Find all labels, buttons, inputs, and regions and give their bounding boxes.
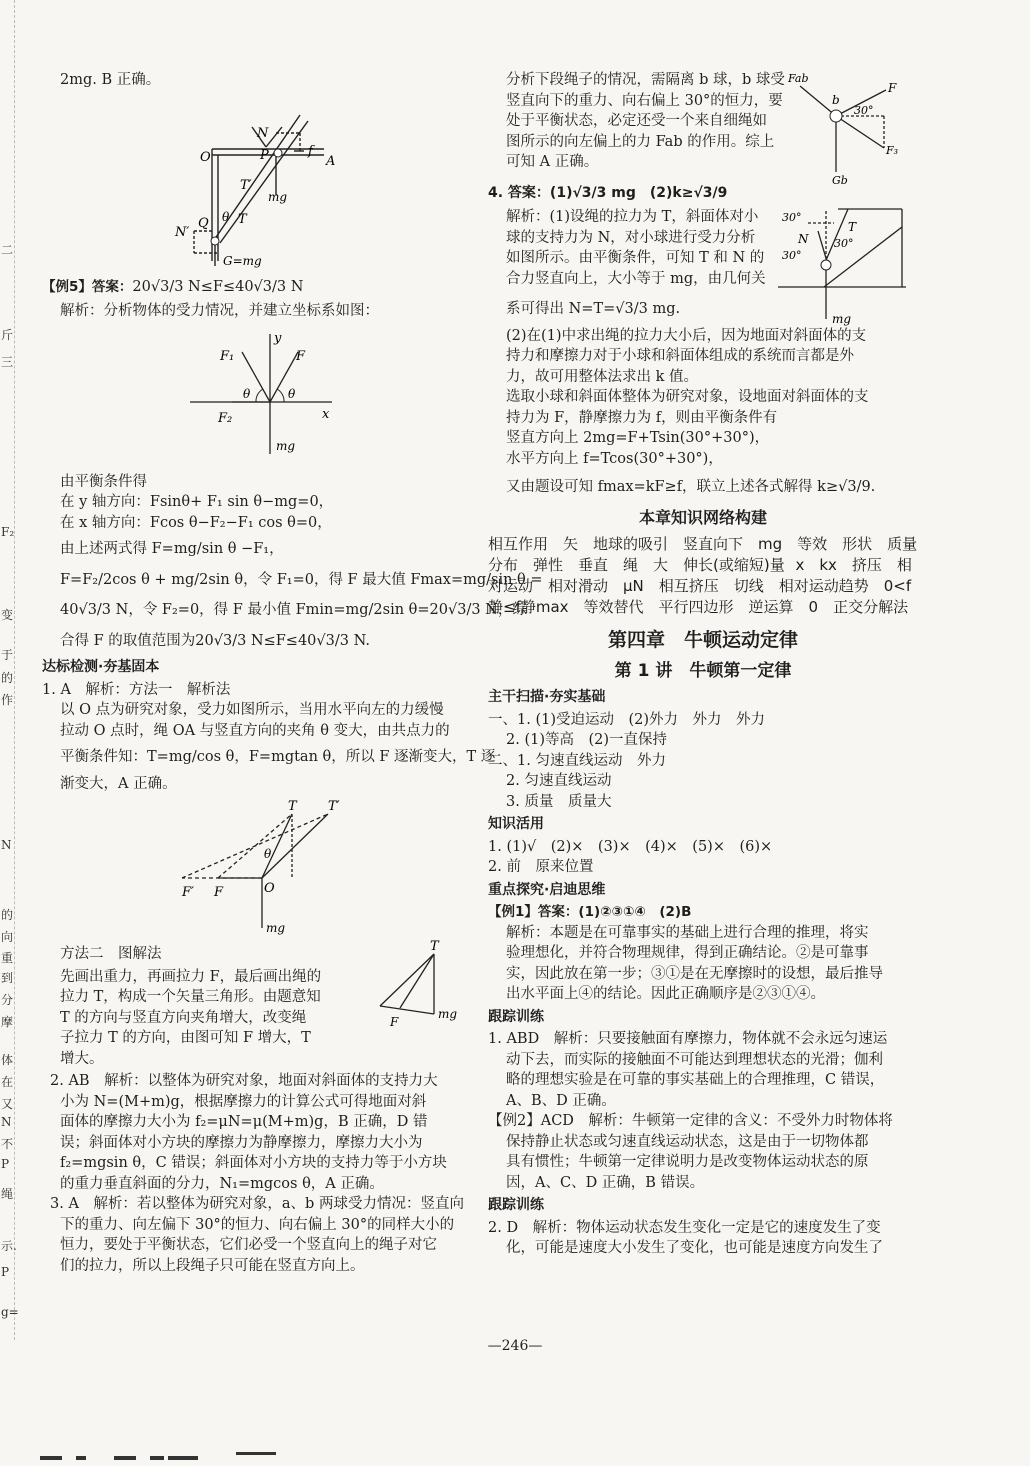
example5-answer [42,277,472,298]
edge-char: P [1,1265,10,1279]
edge-char: 作 [1,693,14,707]
text-line: T 的方向与竖直方向夹角增大，改变绳 [60,1009,307,1026]
text-line: 3. 质量 质量大 [506,793,612,810]
text-line: 略的理想实验是在可靠的事实基础上的合理推理，C 错误， [506,1072,885,1088]
text-line: 在 x 轴方向：Fcos θ−F₂−F₁ cos θ=0， [60,514,332,531]
edge-char: 摩 [1,1015,14,1029]
edge-char: N [1,838,12,852]
text-line: 1. ABD 解析：只要接触面有摩擦力，物体就不会永远匀速运 [488,1031,888,1047]
text-line: 由平衡条件得 [60,473,147,490]
text-line: 解析：本题是在可靠事实的基础上进行合理的推理，将实 [506,924,869,941]
label-mg: mg [832,312,852,326]
text-line: 们的拉力，所以上段绳子只可能在竖直方向上。 [60,1257,365,1274]
text-line: 的重力垂直斜面的分力，N₁=mgcos θ，A 正确。 [60,1175,384,1192]
edge-char: 到 [1,971,14,985]
edge-char: 绳 [1,1187,14,1201]
text-line: 小为 N=(M+m)g，根据摩擦力的计算公式可得地面对斜 [60,1093,427,1110]
text-line: 3. A 解析：若以整体为研究对象，a、b 两球受力情况：竖直向 [50,1196,464,1212]
question-4-part2 [488,326,918,498]
lesson-title: 第 1 讲 牛顿第一定律 [614,660,792,681]
text-line: 系可得出 N=T=√3/3 mg. [506,301,681,317]
rod-force-svg [42,91,472,269]
question-1 [42,680,496,795]
edge-char: 示. [1,1239,17,1253]
edge-char: 于 [1,648,14,662]
label-mg: mg [266,921,286,935]
text-line: 持力为 F，静摩擦力为 f，则由平衡条件有 [506,409,778,426]
label-F1: F₁ [220,348,235,364]
chapter-title: 第四章 牛顿运动定律 [607,629,798,651]
label-F: F [296,348,306,364]
question-3 [42,1194,472,1276]
label-O: O [200,149,211,165]
text-line: 出水平面上④的结论。因此正确顺序是②③①④。 [506,986,825,1002]
edge-char: 体 [1,1053,14,1067]
label-G: G=mg [223,253,262,268]
text-line: 解析：(1)设绳的拉力为 T，斜面体对小 [506,209,759,225]
text-line: 球的支持力为 N，对小球进行受力分析 [506,229,756,246]
label-N: N [257,125,269,141]
edge-char: 变 [1,608,14,622]
label-T: T [238,211,247,227]
triangle-diagram [42,794,472,944]
text-line: 子拉力 T 的方向，由图可知 F 增大，T [60,1030,311,1046]
label-Fprime: F′ [182,885,194,900]
label-angle1: 30° [782,211,802,224]
zhugan-answers [488,710,918,813]
edge-char: 向 [1,930,14,944]
edge-char: 三 [1,355,14,369]
text-line: 保持静止状态或匀速直线运动状态，这是由于一切物体都 [506,1133,869,1150]
text-line: 以 O 点为研究对象，受力如图所示，当用水平向左的力缓慢 [60,702,444,718]
text-line: f₂=mgsin θ，C 错误；斜面体对小方块的支持力等于小方块 [60,1155,447,1171]
axes-force-svg [42,322,472,472]
text-line: 验理想化，并符合物理规律，得到正确结论。②是可靠事 [506,945,869,961]
zhishi-answers [488,837,918,878]
text-line: 图所示的向左偏上的力 Fab 的作用。综上 [506,133,775,150]
label-A: A [326,153,336,169]
question-3-continued [488,70,918,187]
example2 [488,1111,918,1193]
text-line: 2mg. B 正确。 [60,72,161,88]
label-Nprime: N′ [175,224,190,240]
label-N: N [798,232,809,246]
text-line: 由上述两式得 F=mg/sin θ −F₁， [60,541,284,557]
vector-triangle-svg [370,936,470,1040]
example5-head: 【例5】答案： [42,278,133,295]
edge-char: 在 [1,1075,14,1089]
edge-char: P [1,1157,10,1171]
page-number: —246— [487,1338,543,1354]
label-mg: mg [438,1007,458,1021]
edge-char: N [1,1115,12,1129]
text-line: 方法二 图解法 [60,946,162,962]
text-line: 2. 前 原来位置 [488,859,594,875]
label-angle: 30° [854,104,874,117]
edge-char: 的 [1,908,14,922]
question-4-answer: 4. 答案：(1)√3/3 mg (2)k≥√3/9 [488,184,728,201]
label-T: T [430,939,439,954]
section-heading: 主干扫描·夯实基础 [488,689,606,705]
ball-force-svg [788,68,918,188]
section-heading: 重点探究·启迪思维 [488,881,606,898]
text-line: 40√3/3 N，令 F₂=0，得 F 最小值 Fmin=mg/2sin θ=20√3/3 N，综 [60,602,527,618]
text-line: 解析：分析物体的受力情况，并建立坐标系如图： [60,303,379,319]
text-line: 因，A、C、D 正确，B 错误。 [506,1174,705,1191]
text-line: 具有惯性；牛顿第一定律说明力是改变物体运动状态的原 [506,1154,869,1170]
binding-edge [0,0,19,1340]
label-T: T [848,220,857,234]
derivation [42,472,543,652]
label-F: F [214,885,224,900]
text-line: 渐变大，A 正确。 [60,775,177,792]
label-mg: mg [268,189,288,204]
text-line: 动下去，而实际的接触面不可能达到理想状态的光滑；伽利 [506,1051,883,1068]
label-angle3: 30° [834,237,854,250]
text-line: 处于平衡状态，必定还受一个来自细绳如 [506,113,767,129]
label-F2: F₂ [218,410,233,426]
text-line: 选取小球和斜面体整体为研究对象，设地面对斜面体的支 [506,389,869,405]
edge-char: 重 [1,951,14,965]
edge-char: 又 [1,1097,14,1111]
text-line: 面体的摩擦力大小为 f₂=μN=μ(M+m)g，B 正确，D 错 [60,1114,428,1130]
text-line: 2. AB 解析：以整体为研究对象，地面对斜面体的支持力大 [50,1073,438,1089]
label-theta: θ [222,209,230,224]
text-line: 水平方向上 f=Tcos(30°+30°)， [506,450,723,467]
text-line: 又由题设可知 fmax=kF≥f，联立上述各式解得 k≥√3/9. [506,479,876,495]
rod-force-diagram [42,91,472,269]
section-heading: 知识活用 [488,816,544,832]
text-line: 可知 A 正确。 [506,154,599,170]
question-1-method2 [42,939,472,1069]
text-line: 平衡条件知：T=mg/cos θ，F=mgtan θ，所以 F 逐渐变大，T 逐 [60,749,496,765]
label-y: y [274,330,282,346]
text-line: 如图所示。由平衡条件，可知 T 和 N 的 [506,250,765,266]
text-line: 1. A 解析：方法一 解析法 [42,681,231,698]
question-4-part1 [488,207,918,326]
text-line: 2. 匀速直线运动 [506,773,612,789]
label-T: T [288,799,297,814]
text-line: 实，因此放在第一步；③①是在无摩擦时的设想，最后推导 [506,965,883,982]
label-Tprime: T′ [240,177,252,193]
text-line: 一、1. (1)受迫运动 (2)外力 外力 外力 [488,711,766,728]
label-angle2: 30° [782,249,802,262]
text-line: (2)在(1)中求出绳的拉力大小后，因为地面对斜面体的支 [506,327,867,344]
label-theta2: θ [288,386,296,401]
edge-char: 的 [1,671,14,685]
text-line: 恒力，要处于平衡状态，它们必受一个竖直向上的绳子对它 [60,1237,437,1253]
text-line: 合力竖直向上，大小等于 mg，由几何关 [506,270,766,287]
example1-analysis [488,923,918,1005]
edge-char: 二 [1,243,14,257]
tracking-1 [488,1029,918,1111]
slope-force-svg [778,201,918,327]
edge-char: 分 [1,993,14,1007]
text-line: 竖直向下的重力、向右偏上 30°的恒力，要 [506,92,783,109]
label-F: F [888,81,897,95]
label-x: x [322,406,330,422]
edge-char: 不 [1,1137,14,1151]
label-O: O [264,881,275,896]
label-Q: Q [198,215,209,231]
text-line: 1. (1)√ (2)× (3)× (4)× (5)× (6)× [488,838,773,855]
edge-char: F₂ [1,525,15,539]
text-line: 合得 F 的取值范围为20√3/3 N≤F≤40√3/3 N. [60,632,370,649]
edge-char: 斤 [1,328,14,342]
label-Gb: Gb [832,174,848,187]
text-line: F=F₂/2cos θ + mg/2sin θ，令 F₁=0，得 F 最大值 Fmax=mg/sin θ = [60,571,543,588]
text-line: 竖直方向上 2mg=F+Tsin(30°+30°)， [506,430,770,446]
label-theta: θ [264,847,272,861]
label-mg: mg [276,438,296,453]
label-f: f [308,143,313,159]
text-line: 先画出重力，再画拉力 F，最后画出绳的 [60,968,322,985]
network-text: 相互作用 矢 地球的吸引 竖直向下 mg 等效 形状 质量分布 弹性 垂直 绳 大 伸长(或缩短)量 x kx 挤压 相对运动 相对滑动 μN 相互挤压 切线 相对运动趋势 0<f静≤f静max 等效替代 平行四边形 逆运算 0 正交分解法 [488,535,918,616]
label-P: P [260,147,269,163]
label-Tprime: T′ [328,799,340,814]
text-line: 力，故可用整体法求出 k 值。 [506,368,699,385]
text-line: 误；斜面体对小方块的摩擦力为静摩擦力，摩擦力大小为 [60,1134,423,1151]
text-line: A、B、D 正确。 [506,1092,616,1109]
label-b: b [832,93,840,107]
text-line: 2. D 解析：物体运动状态发生变化一定是它的速度发生了变 [488,1219,881,1236]
edge-char: g= [1,1305,19,1319]
example1-answer: 【例1】答案：(1)②③①④ (2)B [488,904,692,920]
text-line: 二、1. 匀速直线运动 外力 [488,752,666,769]
section-heading: 跟踪训练 [488,1197,544,1213]
label-theta1: θ [243,386,251,401]
text-line: 【例2】ACD 解析：牛顿第一定律的含义：不受外力时物体将 [488,1113,893,1129]
section-heading: 跟踪训练 [488,1008,544,1025]
text-line: 下的重力、向左偏下 30°的恒力、向右偏上 30°的同样大小的 [60,1216,455,1233]
axes-force-diagram [42,322,472,472]
text-line: 化，可能是速度大小发生了变化，也可能是速度方向发生了 [506,1240,883,1256]
label-F3: F₃ [886,144,899,157]
text-line: 拉动 O 点时，绳 OA 与竖直方向的夹角 θ 变大，由共点力的 [60,722,450,739]
network-title: 本章知识网络构建 [638,507,767,527]
triangle-svg [42,794,472,944]
label-F: F [390,1015,399,1029]
text-line: 持力和摩擦力对于小球和斜面体组成的系统而言都是外 [506,348,854,364]
text-line: 增大。 [60,1050,104,1067]
bottom-marks [40,1452,280,1462]
question-2 [42,1071,472,1194]
section-heading: 达标检测·夯基固本 [42,659,160,675]
text-line: 在 y 轴方向：Fsinθ+ F₁ sin θ−mg=0， [60,494,334,510]
text-line: 分析下段绳子的情况，需隔离 b 球，b 球受 [506,72,785,88]
text-line: 2. (1)等高 (2)一直保持 [506,732,668,748]
text-line: 拉力 T，构成一个矢量三角形。由题意知 [60,989,321,1005]
example5-answer-text: 20√3/3 N≤F≤40√3/3 N [132,278,304,295]
right-column [488,70,918,1259]
label-Fab: Fab [788,72,809,85]
tracking-2 [488,1218,918,1259]
